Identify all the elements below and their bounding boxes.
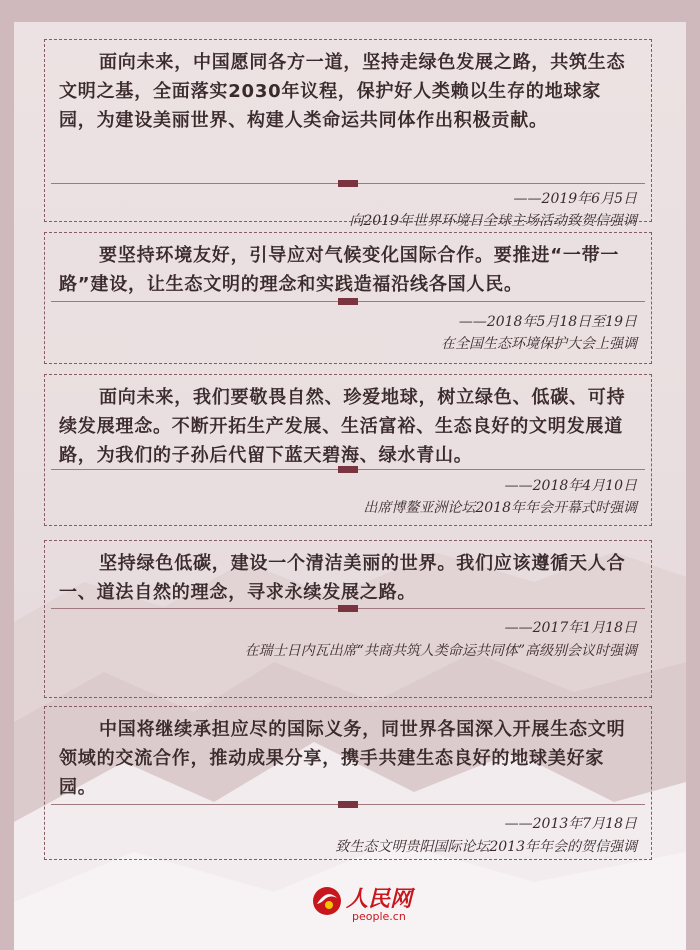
quote-date: ——2017年1月18日 xyxy=(504,620,637,636)
divider xyxy=(51,469,645,470)
quote-date: ——2018年4月10日 xyxy=(504,478,637,494)
poster xyxy=(14,22,686,950)
quote-date: ——2018年5月18日至19日 xyxy=(458,314,637,330)
quote-card-4 xyxy=(44,540,652,698)
quote-text: 面向未来，中国愿同各方一道，坚持走绿色发展之路，共筑生态文明之基，全面落实2030年议程，保护好人类赖以生存的地球家园，为建设美丽世界、构建人类命运共同体作出积极贡献。 xyxy=(59,52,626,131)
logo-domain: people.cn xyxy=(352,910,406,923)
quote-text: 坚持绿色低碳，建设一个清洁美丽的世界。我们应该遵循天人合一、道法自然的理念，寻求永续发展之路。 xyxy=(59,553,626,603)
quote-card-5 xyxy=(44,706,652,860)
divider xyxy=(51,804,645,805)
quote-date: ——2019年6月5日 xyxy=(513,191,637,207)
quote-card-1 xyxy=(44,39,652,229)
quote-card-3 xyxy=(44,374,652,526)
quote-source: 在全国生态环境保护大会上强调 xyxy=(441,336,637,352)
quote-text: 面向未来，我们要敬畏自然、珍爱地球，树立绿色、低碳、可持续发展理念。不断开拓生产发展、生活富裕、生态良好的文明发展道路，为我们的子孙后代留下蓝天碧海、绿水青山。 xyxy=(59,387,626,466)
logo-swirl-icon xyxy=(310,884,344,918)
quote-source: 出席博鳌亚洲论坛2018年年会开幕式时强调 xyxy=(363,500,637,516)
quote-text: 中国将继续承担应尽的国际义务，同世界各国深入开展生态文明领域的交流合作，推动成果分享，携手共建生态良好的地球美好家园。 xyxy=(59,719,626,798)
divider xyxy=(51,608,645,609)
quote-source: 向2019年世界环境日全球主场活动致贺信强调 xyxy=(349,213,637,229)
quote-card-2 xyxy=(44,232,652,364)
logo-name: 人民网 xyxy=(346,886,413,912)
quote-source: 在瑞士日内瓦出席“共商共筑人类命运共同体”高级别会议时强调 xyxy=(244,643,637,659)
quote-date: ——2013年7月18日 xyxy=(504,816,637,832)
divider xyxy=(51,183,645,184)
quote-text: 要坚持环境友好，引导应对气候变化国际合作。要推进“一带一路”建设，让生态文明的理念和实践造福沿线各国人民。 xyxy=(59,245,620,295)
divider xyxy=(51,301,645,302)
people-cn-logo xyxy=(304,880,424,930)
quote-source: 致生态文明贵阳国际论坛2013年年会的贺信强调 xyxy=(335,839,637,855)
